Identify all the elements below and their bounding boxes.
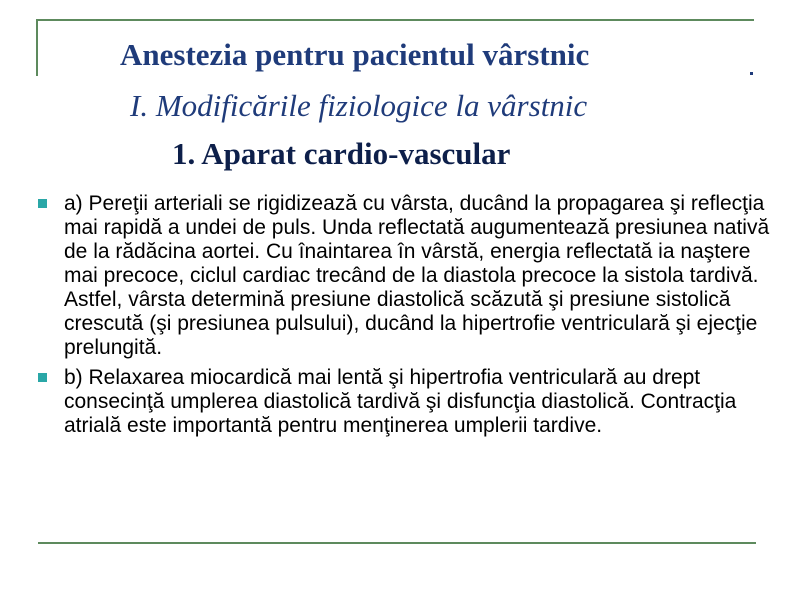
title-line-main: Anestezia pentru pacientul vârstnic bbox=[120, 37, 590, 72]
bullet-item bbox=[38, 192, 778, 360]
bullet-list bbox=[38, 192, 778, 444]
bullet-text: a) Pereţii arteriali se rigidizează cu vârsta, ducând la propagarea şi reflecţia mai rapidă a undei de puls. Unda reflectată augumentează presiunea nativă de la rădăcina aortei. Cu înaintarea în vârstă, energia reflectată ia naştere mai precoce, ciclul cardiac trecând de la diastola precoce la sistola tardivă. Astfel, vârsta determină presiune diastolică scăzută şi presiune sistolică crescută (şi presiunea pulsului), ducând la hipertrofie ventriculară şi ejecţie prelungită. bbox=[64, 192, 770, 359]
title-line-section: I. Modificările fiziologice la vârstnic bbox=[130, 88, 588, 123]
frame-bottom-line bbox=[38, 542, 756, 544]
frame-top-line bbox=[36, 19, 754, 21]
bullet-text: b) Relaxarea miocardică mai lentă şi hipertrofia ventriculară au drept consecinţă umplerea diastolică tardivă şi disfuncţia diastolică. Contracţia atrială este importantă pentru menţinerea umplerii tardive. bbox=[64, 366, 737, 437]
frame-left-line bbox=[36, 19, 38, 76]
corner-dot bbox=[750, 72, 753, 75]
square-bullet-icon bbox=[38, 199, 47, 208]
title-line-subsection: 1. Aparat cardio-vascular bbox=[172, 136, 511, 171]
square-bullet-icon bbox=[38, 373, 47, 382]
bullet-item bbox=[38, 366, 778, 438]
